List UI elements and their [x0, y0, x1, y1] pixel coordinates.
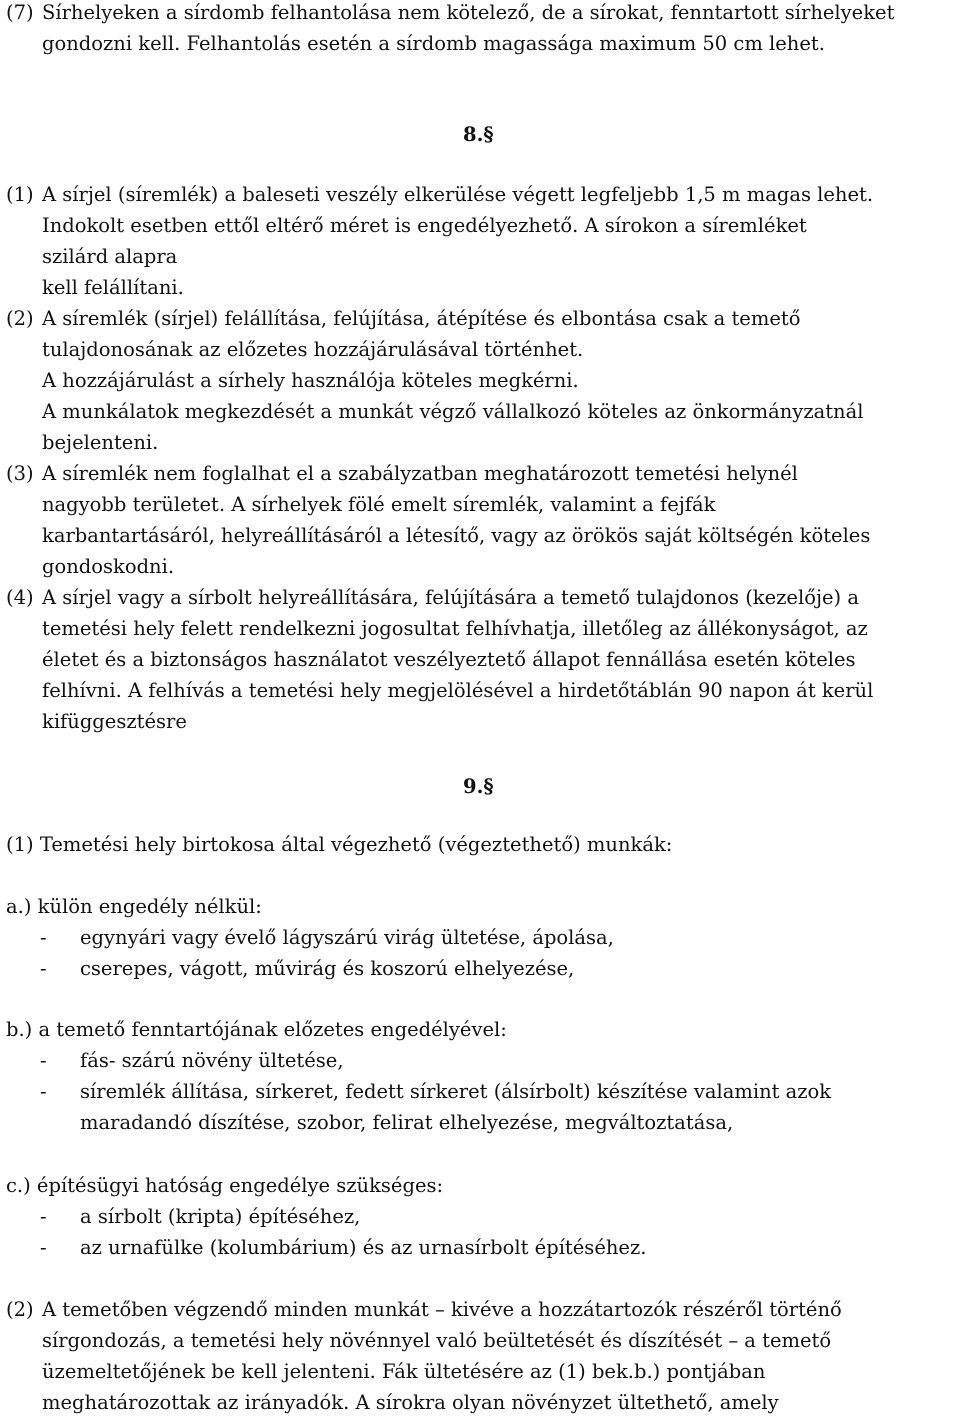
- section-heading-8: 8.§: [463, 123, 494, 146]
- s8-p4-line: A sírjel vagy a sírbolt helyreállítására, felújítására a temető tulajdonos (kezelője) a: [42, 586, 859, 609]
- s8-p1-line: Indokolt esetben ettől eltérő méret is engedélyezhető. A sírokon a síremléket: [42, 214, 807, 237]
- s8-p1-num: (1): [6, 183, 34, 206]
- list-item-continuation: [40, 1108, 940, 1139]
- s9-p2-line: A temetőben végzendő minden munkát – kivéve a hozzátartozók részéről történő: [42, 1298, 842, 1321]
- list-item: [40, 1077, 940, 1108]
- dash-bullet: -: [40, 1080, 47, 1103]
- list-item-text: egynyári vagy évelő lágyszárú virág ültetése, ápolása,: [80, 926, 614, 949]
- s8-p2-line: tulajdonosának az előzetes hozzájárulásával történhet.: [42, 338, 584, 361]
- list-item-text: a sírbolt (kripta) építéséhez,: [80, 1205, 361, 1228]
- s8-p4-line: temetési hely felett rendelkezni jogosultat felhívhatja, illetőleg az állékonyságot, az: [42, 617, 868, 640]
- list-item: [40, 1202, 940, 1233]
- s8-p4-num: (4): [6, 586, 34, 609]
- s9-p2-line: üzemeltetőjének be kell jelenteni. Fák ültetésére az (1) bek.b.) pontjában: [42, 1360, 766, 1383]
- list-item-text: síremlék állítása, sírkeret, fedett sírkeret (álsírbolt) készítése valamint azok: [80, 1080, 832, 1103]
- section-heading-9: 9.§: [463, 775, 494, 798]
- s8-p2-line: A munkálatok megkezdését a munkát végző vállalkozó köteles az önkormányzatnál: [42, 400, 864, 423]
- s8-p3-line: gondoskodni.: [42, 555, 175, 578]
- s8-p1-line: kell felállítani.: [42, 276, 184, 299]
- paragraph-7: [6, 0, 956, 60]
- s8-p2-line: A síremlék (sírjel) felállítása, felújítása, átépítése és elbontása csak a temető: [42, 307, 801, 330]
- s9-p2-line: sírgondozás, a temetési hely növénnyel való beültetését és díszítését – a temető: [42, 1329, 832, 1352]
- s9-p2-num: (2): [6, 1298, 34, 1321]
- dash-bullet: -: [40, 1236, 47, 1259]
- paragraph-number: (7): [6, 1, 34, 24]
- dash-bullet: -: [40, 957, 47, 980]
- s8-p2-line: A hozzájárulást a sírhely használója köteles megkérni.: [42, 369, 579, 392]
- list-item: [40, 1046, 940, 1077]
- s9-p2-line: meghatározottak az irányadók. A sírokra olyan növényzet ültethető, amely: [42, 1391, 779, 1414]
- s8-p2-num: (2): [6, 307, 34, 330]
- list-item-text: maradandó díszítése, szobor, felirat elhelyezése, megváltoztatása,: [80, 1111, 734, 1134]
- s8-p3-line: A síremlék nem foglalhat el a szabályzatban meghatározott temetési helynél: [42, 462, 798, 485]
- list-item-text: fás- szárú növény ültetése,: [80, 1049, 344, 1072]
- s8-p1-line: A sírjel (síremlék) a baleseti veszély elkerülése végett legfeljebb 1,5 m magas lehet.: [42, 183, 874, 206]
- dash-bullet: -: [40, 926, 47, 949]
- list-item-text: cserepes, vágott, művirág és koszorú elhelyezése,: [80, 957, 575, 980]
- s9-b-heading: b.) a temető fenntartójának előzetes engedélyével:: [6, 1018, 507, 1041]
- paragraph-text: Sírhelyeken a sírdomb felhantolása nem kötelező, de a sírokat, fenntartott sírhelyeket gondozni kell. Felhantolás esetén a sírdomb magassága maximum 50 cm lehet.: [42, 1, 895, 55]
- list-item-text: az urnafülke (kolumbárium) és az urnasírbolt építéséhez.: [80, 1236, 647, 1259]
- dash-bullet: -: [40, 1205, 47, 1228]
- list-item: [40, 923, 940, 954]
- list-item: [40, 954, 940, 985]
- s8-p1-line: szilárd alapra: [42, 245, 178, 268]
- s9-a-heading: a.) külön engedély nélkül:: [6, 895, 262, 918]
- s9-p1: (1) Temetési hely birtokosa által végezhető (végeztethető) munkák:: [6, 833, 673, 856]
- dash-bullet: -: [40, 1049, 47, 1072]
- s8-p2-line: bejelenteni.: [42, 431, 159, 454]
- s8-p3-line: nagyobb területet. A sírhelyek fölé emelt síremlék, valamint a fejfák: [42, 493, 716, 516]
- s8-p3-line: karbantartásáról, helyreállításáról a létesítő, vagy az örökös saját költségén köteles: [42, 524, 871, 547]
- s8-p4-line: életet és a biztonságos használatot veszélyeztető állapot fennállása esetén köteles: [42, 648, 856, 671]
- s8-p3-num: (3): [6, 462, 34, 485]
- s8-p4-line: felhívni. A felhívás a temetési hely megjelölésével a hirdetőtáblán 90 napon át kerül: [42, 679, 874, 702]
- s9-c-heading: c.) építésügyi hatóság engedélye szükséges:: [6, 1174, 444, 1197]
- list-item: [40, 1233, 940, 1264]
- s8-p4-line: kifüggesztésre: [42, 710, 187, 733]
